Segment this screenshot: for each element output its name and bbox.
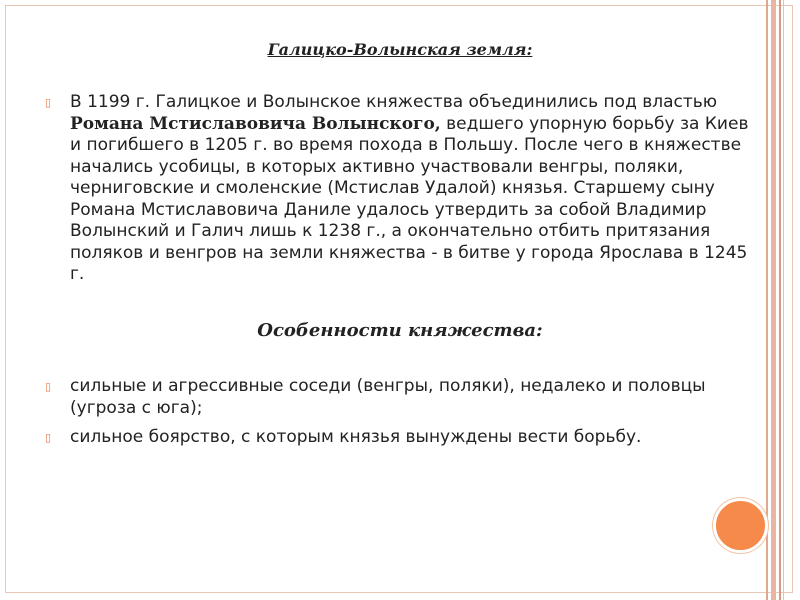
paragraph-bold-name: Романа Мстиславовича Волынского, <box>70 113 441 134</box>
decor-circle <box>713 498 768 553</box>
decor-stripe <box>783 0 784 600</box>
bullet-icon: ▯ <box>45 96 52 109</box>
paragraph-text-start: В 1199 г. Галицкое и Волынское княжества объединились под властью <box>70 92 718 112</box>
bullet-icon: ▯ <box>45 431 52 444</box>
slide-title: Галицко-Волынская земля: <box>267 40 533 59</box>
features-heading: Особенности княжества: <box>257 320 543 341</box>
decor-stripe <box>771 0 776 600</box>
history-paragraph <box>70 92 760 286</box>
feature-item: сильные и агрессивные соседи (венгры, поляки), недалеко и половцы (угроза с юга); <box>70 376 706 418</box>
bullet-icon: ▯ <box>45 380 52 393</box>
paragraph-text-end: ведшего упорную борьбу за Киев и погибшего в 1205 г. во время похода в Польшу. После чего в княжестве начались усобицы, в которых активно участвовали венгры, поляки, черниговские и смоленские (Мстислав Удалой) князья. Старшему сыну Романа Мстиславовича Даниле удалось утвердить за собой Владимир Волынский и Галич лишь к 1238 г., а окончательно отбить притязания поляков и венгров на земли княжества - в битве у города Ярослава в 1245 г. <box>70 113 749 284</box>
decor-stripe <box>779 0 781 600</box>
decor-stripe <box>766 0 768 600</box>
feature-item: сильное боярство, с которым князья вынуждены вести борьбу. <box>70 427 642 447</box>
